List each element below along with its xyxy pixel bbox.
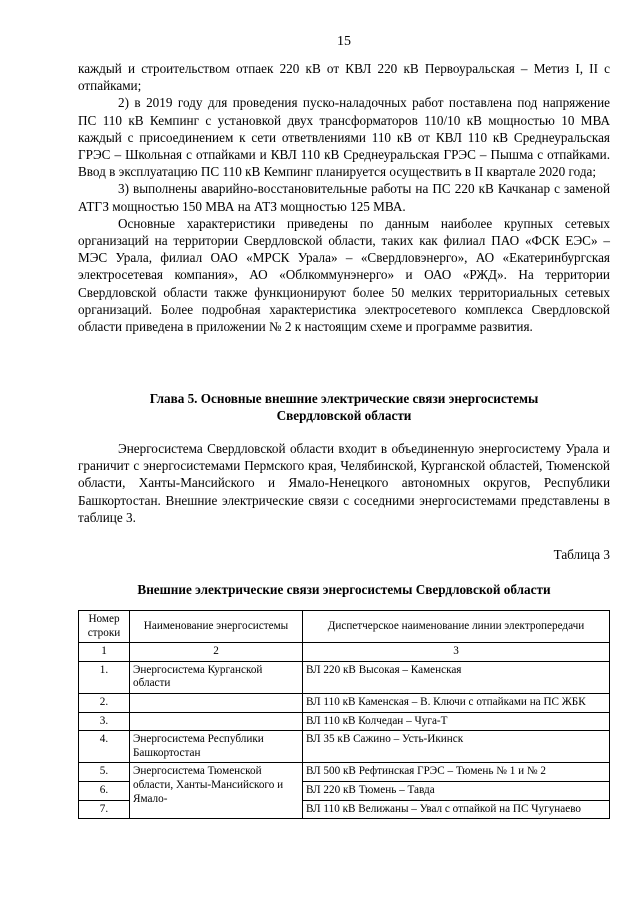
chapter-heading-line-2: Свердловской области bbox=[276, 408, 412, 424]
column-number-1: 1 bbox=[79, 643, 130, 662]
table-row bbox=[79, 712, 610, 731]
table-column-numbers-row bbox=[79, 643, 610, 662]
energy-system-cell: Энергосистема Курганской области bbox=[130, 661, 303, 693]
row-number: 4. bbox=[79, 731, 130, 763]
row-number: 3. bbox=[79, 712, 130, 731]
chapter-heading-line-1: Глава 5. Основные внешние электрические связи энергосистемы bbox=[149, 391, 539, 406]
table-row bbox=[79, 661, 610, 693]
table-header-row bbox=[79, 611, 610, 643]
table-row bbox=[79, 763, 610, 782]
row-number: 5. bbox=[79, 763, 130, 782]
energy-system-cell bbox=[130, 712, 303, 731]
line-name-cell: ВЛ 110 кВ Каменская – В. Ключи с отпайками на ПС ЖБК bbox=[303, 693, 610, 712]
energy-system-cell bbox=[130, 693, 303, 712]
table-title: Внешние электрические связи энергосистемы Свердловской области bbox=[137, 582, 551, 597]
line-name-cell: ВЛ 220 кВ Тюмень – Тавда bbox=[303, 781, 610, 800]
page-number: 15 bbox=[337, 34, 351, 49]
line-name-cell: ВЛ 35 кВ Сажино – Усть-Икинск bbox=[303, 731, 610, 763]
line-name-cell: ВЛ 110 кВ Велижаны – Увал с отпайкой на ПС Чугунаево bbox=[303, 800, 610, 819]
column-number-3: 3 bbox=[303, 643, 610, 662]
table-label: Таблица 3 bbox=[553, 547, 610, 562]
external-connections-table bbox=[78, 610, 610, 819]
paragraph-characteristics: Основные характеристики приведены по данным наиболее крупных сетевых организаций на территории Свердловской области, таких как филиал ПАО «ФСК ЕЭС» – МЭС Урала, филиал ОАО «МРСК Урала» – «Свердловэнерго», АО «Екатеринбургская электросетевая компания», АО «Облкоммунэнерго» и ОАО «РЖД». На территории Свердловской области также функционируют более 50 мелких территориальных сетевых организаций. Более подробная характеристика электросетевого комплекса Свердловской области приведена в приложении № 2 к настоящим схеме и программе развития. bbox=[78, 215, 610, 335]
table-row bbox=[79, 731, 610, 763]
header-row-number: Номер строки bbox=[79, 611, 130, 643]
row-number: 1. bbox=[79, 661, 130, 693]
paragraph-continuation: каждый и строительством отпаек 220 кВ от КВЛ 220 кВ Первоуральская – Метиз I, II с отпайками; bbox=[78, 61, 610, 94]
energy-system-cell: Энергосистема Республики Башкортостан bbox=[130, 731, 303, 763]
row-number: 6. bbox=[79, 781, 130, 800]
table-row bbox=[79, 693, 610, 712]
line-name-cell: ВЛ 220 кВ Высокая – Каменская bbox=[303, 661, 610, 693]
body-text-chapter bbox=[78, 440, 610, 526]
column-number-2: 2 bbox=[130, 643, 303, 662]
header-line-name: Диспетчерское наименование линии электропередачи bbox=[303, 611, 610, 643]
paragraph-item-3: 3) выполнены аварийно-восстановительные работы на ПС 220 кВ Качканар с заменой АТГЗ мощностью 150 МВА на АТЗ мощностью 125 МВА. bbox=[78, 181, 610, 214]
header-energy-system: Наименование энергосистемы bbox=[130, 611, 303, 643]
paragraph-item-2: 2) в 2019 году для проведения пуско-наладочных работ поставлена под напряжение ПС 110 кВ Кемпинг с установкой двух трансформаторов 110/10 кВ мощностью 10 МВА каждый с присоединением к сети ответвлениями 110 кВ от КВЛ 110 кВ Среднеуральская ГРЭС – Школьная с отпайками и КВЛ 110 кВ Среднеуральская ГРЭС – Пышма с отпайками. Ввод в эксплуатацию ПС 110 кВ Кемпинг планируется осуществить в II квартале 2020 года; bbox=[78, 95, 610, 180]
energy-system-cell: Энергосистема Тюменской области, Ханты-Мансийского и Ямало- bbox=[130, 763, 303, 819]
chapter-heading bbox=[78, 390, 610, 424]
line-name-cell: ВЛ 110 кВ Колчедан – Чуга-Т bbox=[303, 712, 610, 731]
row-number: 2. bbox=[79, 693, 130, 712]
paragraph-energy-system: Энергосистема Свердловской области входит в объединенную энергосистему Урала и граничит с энергосистемами Пермского края, Челябинской, Курганской областей, Тюменской области, Ханты-Мансийского и Ямало-Ненецкого автономных округов, Республики Башкортостан. Внешние электрические связи с соседними энергосистемами представлены в таблице 3. bbox=[78, 441, 610, 525]
body-text-top bbox=[78, 60, 610, 335]
row-number: 7. bbox=[79, 800, 130, 819]
line-name-cell: ВЛ 500 кВ Рефтинская ГРЭС – Тюмень № 1 и № 2 bbox=[303, 763, 610, 782]
